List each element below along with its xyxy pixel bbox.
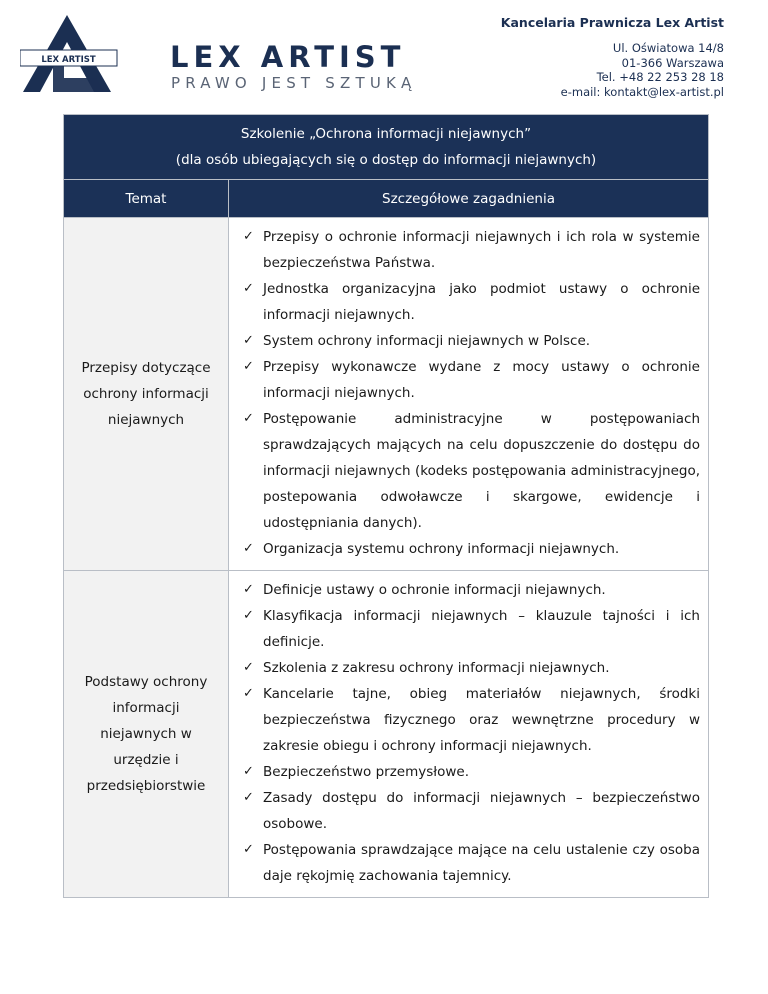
list-item <box>243 655 700 681</box>
item-text: Przepisy wykonawcze wydane z mocy ustawy o ochronie informacji niejawnych. <box>263 359 700 401</box>
item-text: Bezpieczeństwo przemysłowe. <box>263 764 469 780</box>
table-row <box>64 571 709 898</box>
topic-line: ochrony informacji <box>83 386 209 402</box>
logo-tagline: PRAWO JEST SZTUKĄ <box>171 74 417 92</box>
table-title-line1: Szkolenie „Ochrona informacji niejawnych” <box>240 126 532 142</box>
checkmark-icon: ✓ <box>243 582 254 597</box>
list-item <box>243 406 700 536</box>
item-text: Przepisy o ochronie informacji niejawnych i ich rola w systemie bezpieczeństwa Państwa. <box>263 229 700 271</box>
logo-emblem-text: LEX ARTIST <box>41 55 96 65</box>
checkmark-icon: ✓ <box>243 541 254 556</box>
address-street: Ul. Oświatowa 14/8 <box>612 41 724 55</box>
firm-address <box>561 41 724 99</box>
checkmark-icon: ✓ <box>243 229 254 244</box>
address-email: e-mail: kontakt@lex-artist.pl <box>560 84 724 99</box>
topic-line: Przepisy dotyczące <box>81 360 211 376</box>
checkmark-icon: ✓ <box>243 764 254 779</box>
logo-brand: LEX ARTIST <box>170 40 406 74</box>
list-item <box>243 354 700 406</box>
table-title <box>64 115 709 180</box>
address-phone: Tel. +48 22 253 28 18 <box>596 70 724 84</box>
topic-line: informacji <box>112 700 180 716</box>
list-item <box>243 785 700 837</box>
item-text: Szkolenia z zakresu ochrony informacji niejawnych. <box>263 660 610 676</box>
list-item <box>243 681 700 759</box>
item-text: Organizacja systemu ochrony informacji niejawnych. <box>263 541 620 557</box>
list-item <box>243 224 700 276</box>
list-item <box>243 603 700 655</box>
list-item <box>243 759 700 785</box>
topic-cell <box>64 218 229 571</box>
list-item <box>243 577 700 603</box>
checkmark-icon: ✓ <box>243 842 254 857</box>
table-row <box>64 218 709 571</box>
column-header-details: Szczegółowe zagadnienia <box>229 180 709 218</box>
item-text: Postępowania sprawdzające mające na celu ustalenie czy osoba daje rękojmię zachowania tajemnicy. <box>263 842 700 884</box>
topic-line: niejawnych <box>107 412 185 428</box>
topic-line: niejawnych w <box>100 726 192 742</box>
checkmark-icon: ✓ <box>243 411 254 426</box>
details-cell <box>229 218 709 571</box>
column-header-topic: Temat <box>64 180 229 218</box>
address-city: 01-366 Warszawa <box>621 55 724 70</box>
item-text: Definicje ustawy o ochronie informacji niejawnych. <box>263 582 606 598</box>
checkmark-icon: ✓ <box>243 359 254 374</box>
item-text: Postępowanie administracyjne w postępowaniach sprawdzających mających na celu dopuszczenie do dostępu do informacji niejawnych (kodeks postępowania administracyjnego, postepowania odwoławcze i skargowe, ewidencje i udostępniania danych). <box>263 411 700 531</box>
checkmark-icon: ✓ <box>243 333 254 348</box>
list-item <box>243 536 700 562</box>
checkmark-icon: ✓ <box>243 660 254 675</box>
lex-artist-logo <box>20 12 440 104</box>
table-title-line2: (dla osób ubiegających się o dostęp do informacji niejawnych) <box>175 152 597 168</box>
firm-name: Kancelaria Prawnicza Lex Artist <box>500 15 724 30</box>
list-item <box>243 276 700 328</box>
checkmark-icon: ✓ <box>243 608 254 623</box>
training-table <box>63 114 709 898</box>
checkmark-icon: ✓ <box>243 281 254 296</box>
topic-line: Podstawy ochrony <box>84 674 208 690</box>
item-text: Jednostka organizacyjna jako podmiot ustawy o ochronie informacji niejawnych. <box>263 281 700 323</box>
logo-emblem-icon <box>20 15 117 92</box>
item-text: Klasyfikacja informacji niejawnych – klauzule tajności i ich definicje. <box>263 608 700 650</box>
topic-line: przedsiębiorstwie <box>86 778 206 794</box>
details-cell <box>229 571 709 898</box>
checkmark-icon: ✓ <box>243 686 254 701</box>
topic-line: urzędzie i <box>113 752 179 768</box>
item-text: Kancelarie tajne, obieg materiałów niejawnych, środki bezpieczeństwa fizycznego oraz wewnętrzne procedury w zakresie obiegu i ochrony informacji niejawnych. <box>263 686 700 754</box>
list-item <box>243 837 700 889</box>
list-item <box>243 328 700 354</box>
checkmark-icon: ✓ <box>243 790 254 805</box>
topic-cell <box>64 571 229 898</box>
item-text: Zasady dostępu do informacji niejawnych – bezpieczeństwo osobowe. <box>263 790 700 832</box>
item-text: System ochrony informacji niejawnych w Polsce. <box>263 333 591 349</box>
